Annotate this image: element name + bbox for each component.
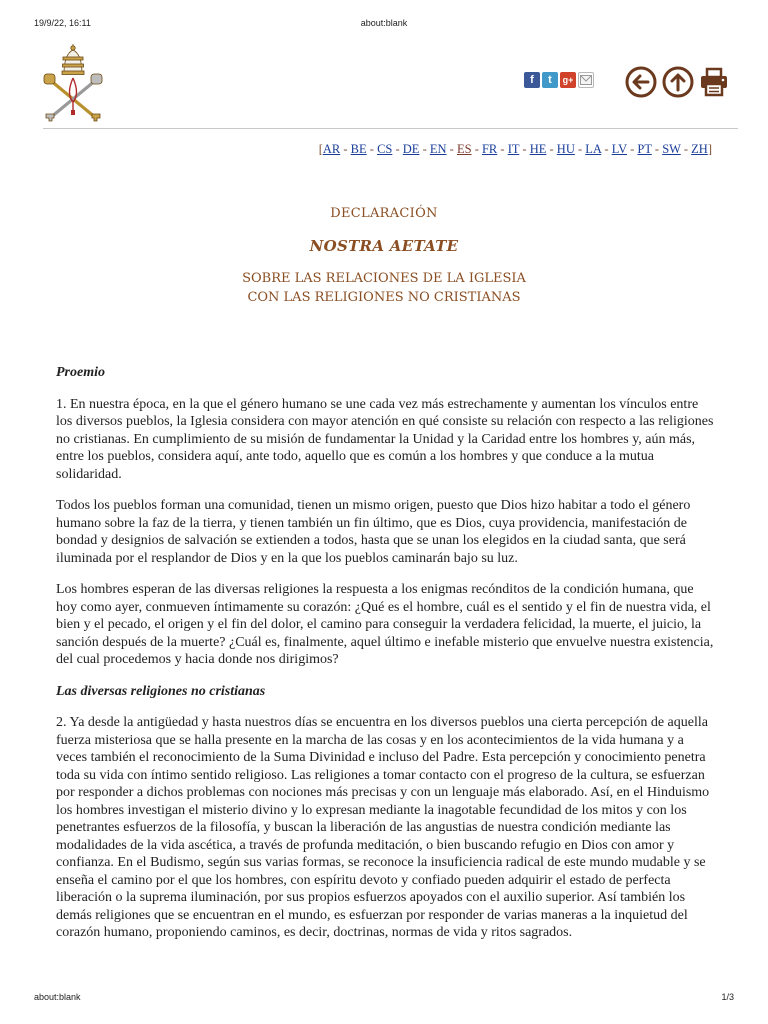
language-link-fr[interactable]: FR — [481, 142, 498, 156]
page-number: 1/3 — [721, 992, 734, 1002]
document-name: NOSTRA AETATE — [309, 237, 459, 255]
language-link-it[interactable]: IT — [507, 142, 520, 156]
paragraph: 1. En nuestra época, en la que el género humano se une cada vez más estrechamente y aumentan los vínculos entre los diversos pueblos, la Iglesia considera con mayor atención en qué consiste su relación con respecto a las religiones no cristianas. En cumplimiento de su misión de fundamentar la Unidad y la Caridad entre los hombres y, aún más, entre los pueblos, considera aquí, ante todo, aquello que es común a los hombres y que conduce a la mutua solidaridad. — [56, 396, 714, 482]
section-heading: Las diversas religiones no cristianas — [56, 683, 266, 699]
document-body — [56, 364, 716, 956]
language-separator: - — [601, 142, 612, 156]
language-separator: - — [626, 142, 638, 156]
language-link-pt[interactable]: PT — [637, 142, 652, 156]
subtitle-line: CON LAS RELIGIONES NO CRISTIANAS — [247, 290, 521, 305]
print-header-url: about:blank — [360, 18, 408, 28]
language-separator: - — [519, 142, 530, 156]
language-link-lv[interactable]: LV — [611, 142, 627, 156]
share-bar — [524, 72, 594, 88]
language-selector — [319, 142, 712, 157]
language-separator: - — [471, 142, 482, 156]
language-separator: - — [680, 142, 692, 156]
language-separator: - — [651, 142, 663, 156]
language-separator: - — [366, 142, 378, 156]
language-link-be[interactable]: BE — [350, 142, 367, 156]
language-link-de[interactable]: DE — [402, 142, 420, 156]
subtitle-line: SOBRE LAS RELACIONES DE LA IGLESIA — [242, 271, 526, 286]
language-link-en[interactable]: EN — [429, 142, 447, 156]
twitter-icon[interactable]: t — [542, 72, 558, 88]
language-separator: - — [419, 142, 430, 156]
language-link-es[interactable]: ES — [456, 142, 472, 156]
language-link-hu[interactable]: HU — [556, 142, 575, 156]
holy-see-emblem-icon — [40, 44, 106, 124]
document-subtitle — [0, 269, 768, 307]
language-separator: - — [446, 142, 457, 156]
section-heading: Proemio — [56, 365, 105, 380]
print-footer-url: about:blank — [34, 992, 81, 1002]
back-arrow-icon[interactable] — [625, 66, 657, 98]
google-plus-icon[interactable]: g+ — [560, 72, 576, 88]
document-kind: DECLARACIÓN — [330, 206, 438, 221]
language-separator: - — [546, 142, 557, 156]
language-separator: - — [392, 142, 403, 156]
up-arrow-icon[interactable] — [662, 66, 694, 98]
paragraph: Los hombres esperan de las diversas religiones la respuesta a los enigmas recónditos de la condición humana, que hoy como ayer, conmueven íntimamente su corazón: ¿Qué es el hombre, cuál es el sentido y el fin de nuestra vida, el bien y el pecado, el origen y el fin del dolor, el camino para conseguir la verdadera felicidad, la muerte, el juicio, la sanción después de la muerte? ¿Cuál es, finalmente, aquel último e inefable misterio que envuelve nuestra existencia, del cual procedemos y hacia donde nos dirigimos? — [56, 582, 714, 667]
header-divider — [43, 128, 738, 129]
language-bracket: [ — [318, 142, 323, 156]
language-separator: - — [497, 142, 508, 156]
paragraph: Todos los pueblos forman una comunidad, tienen un mismo origen, puesto que Dios hizo habitar a todo el género humano sobre la faz de la tierra, y tienen también un fin último, que es Dios, cuya providencia, manifestación de bondad y designios de salvación se extienden a todos, hasta que se unan los elegidos en la ciudad santa, que será iluminada por el resplandor de Dios y en la que los pueblos caminarán bajo su luz. — [56, 498, 691, 566]
language-link-ar[interactable]: AR — [322, 142, 341, 156]
language-separator: - — [574, 142, 586, 156]
facebook-icon[interactable]: f — [524, 72, 540, 88]
language-bracket: ] — [707, 142, 712, 156]
language-link-la[interactable]: LA — [585, 142, 602, 156]
page-navigation — [625, 66, 729, 98]
language-link-sw[interactable]: SW — [662, 142, 681, 156]
paragraph: 2. Ya desde la antigüedad y hasta nuestros días se encuentra en los diversos pueblos una cierta percepción de aquella fuerza misteriosa que se halla presente en la marcha de las cosas y en los acontecimientos de la vida humana y a veces también el reconocimiento de la Suma Divinidad e incluso del Padre. Esta percepción y conocimiento penetra toda su vida con íntimo sentido religioso. Las religiones a tomar contacto con el progreso de la cultura, se esfuerzan por responder a dichos problemas con nociones más precisas y con un lenguaje más elaborado. Así, en el Hinduismo los hombres investigan el misterio divino y lo expresan mediante la inagotable fecundidad de los mitos y con los penetrantes esfuerzos de la filosofía, y buscan la liberación de las angustias de nuestra condición mediante las modalidades de la vida ascética, a través de profunda meditación, o bien buscando refugio en Dios con amor y confianza. En el Budismo, según sus varias formas, se reconoce la insuficiencia radical de este mundo mudable y se enseña el camino por el que los hombres, con espíritu devoto y confiado pueden adquirir el estado de perfecta liberación o la suprema iluminación, por sus propios esfuerzos apoyados con el auxilio superior. Así también los demás religiones que se encuentran en el mundo, es esfuerzan por responder de varias maneras a la inquietud del corazón humano, proponiendo caminos, es decir, doctrinas, normas de vida y ritos sagrados. — [56, 715, 710, 940]
print-datetime: 19/9/22, 16:11 — [34, 18, 91, 28]
language-link-cs[interactable]: CS — [377, 142, 393, 156]
document-title-block — [0, 206, 768, 307]
print-icon[interactable] — [699, 66, 729, 98]
language-link-zh[interactable]: ZH — [691, 142, 708, 156]
email-icon[interactable] — [578, 72, 594, 88]
language-link-he[interactable]: HE — [529, 142, 547, 156]
language-separator: - — [340, 142, 351, 156]
